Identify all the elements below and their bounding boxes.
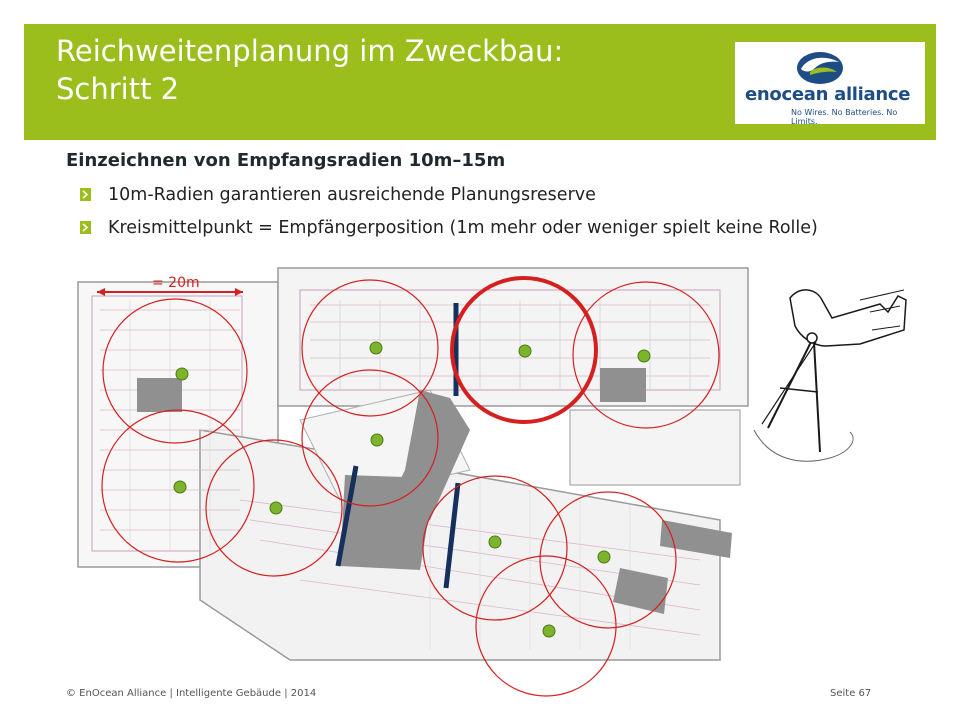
receiver-dot: [638, 350, 650, 362]
logo-tagline: No Wires. No Batteries. No Limits.: [791, 108, 898, 126]
bullet-text-2: Kreismittelpunkt = Empfängerposition (1m mehr oder weniger spielt keine Rolle): [108, 218, 818, 238]
scale-label: = 20m: [152, 275, 200, 291]
receiver-dot: [489, 536, 501, 548]
subheading: Einzeichnen von Empfangsradien 10m–15m: [66, 150, 506, 171]
logo-wordmark: enocean alliance: [745, 84, 911, 105]
receiver-dot: [370, 342, 382, 354]
receiver-dot: [598, 551, 610, 563]
footer-copyright: © EnOcean Alliance | Intelligente Gebäude | 2014: [66, 688, 317, 699]
title-line-2: Schritt 2: [56, 72, 180, 106]
receiver-dot: [519, 345, 531, 357]
bullet-text-1: 10m-Radien garantieren ausreichende Planungsreserve: [108, 185, 596, 205]
receiver-dot: [371, 434, 383, 446]
receiver-dot: [270, 502, 282, 514]
receiver-dot: [543, 625, 555, 637]
compass-hand-illustration: [754, 290, 906, 461]
receiver-dot: [176, 368, 188, 380]
receiver-dot: [174, 481, 186, 493]
title-line-1: Reichweitenplanung im Zweckbau:: [56, 34, 564, 68]
page-number: Seite 67: [830, 688, 872, 699]
